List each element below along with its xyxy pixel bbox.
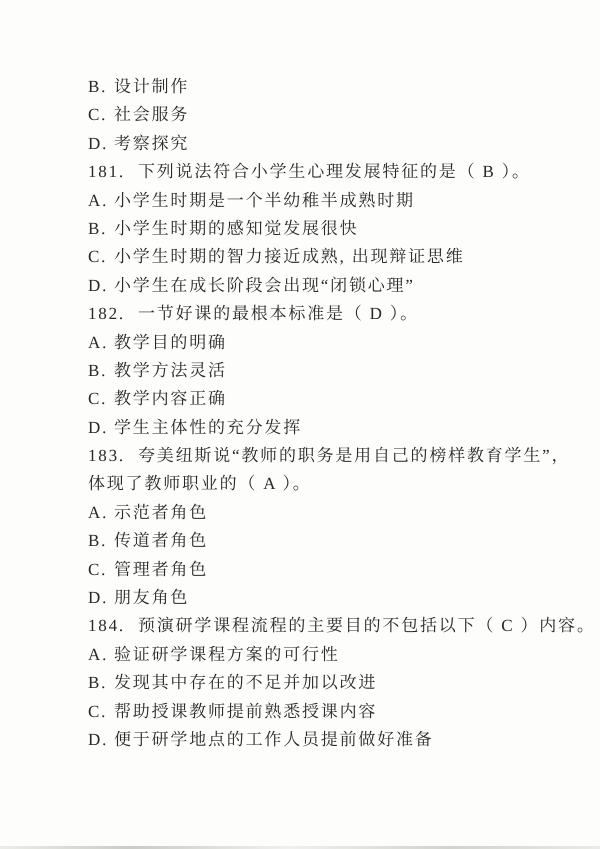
option-line xyxy=(88,499,590,527)
option-marker: C. xyxy=(88,701,108,721)
question-line-181 xyxy=(88,158,590,186)
option-text: 验证研学课程方案的可行性 xyxy=(114,644,340,664)
option-marker: B. xyxy=(88,218,108,238)
option-marker: A. xyxy=(88,502,109,522)
question-line-183-continuation xyxy=(88,470,590,498)
question-number: 183. xyxy=(88,446,125,466)
option-line xyxy=(88,329,590,357)
option-marker: D. xyxy=(88,588,109,608)
question-line-184 xyxy=(88,612,596,640)
question-text: 一节好课的最根本标准是（ D ）。 xyxy=(138,304,419,324)
question-text: 夸美纽斯说“教师的职务是用自己的榜样教育学生”， xyxy=(138,446,571,466)
option-line xyxy=(88,414,590,442)
option-line xyxy=(88,243,590,271)
option-marker: B. xyxy=(88,77,108,96)
option-text: 教学方法灵活 xyxy=(114,360,227,380)
question-continuation-text: 体现了教师职业的（ A ）。 xyxy=(88,474,312,494)
option-marker: D. xyxy=(88,275,109,295)
question-number: 181. xyxy=(88,162,125,182)
option-marker: A. xyxy=(88,332,109,352)
option-line xyxy=(88,669,590,697)
question-number: 182. xyxy=(88,304,125,324)
option-line xyxy=(88,385,590,413)
option-line xyxy=(88,215,590,243)
option-text: 小学生在成长阶段会出现“闭锁心理” xyxy=(114,275,415,295)
option-line xyxy=(88,187,590,215)
option-marker: B. xyxy=(88,673,108,693)
option-text: 学生主体性的充分发挥 xyxy=(114,417,302,437)
option-text: 便于研学地点的工作人员提前做好准备 xyxy=(114,729,434,749)
question-line-183 xyxy=(88,442,590,470)
option-line xyxy=(88,584,590,612)
option-marker: D. xyxy=(88,417,109,437)
option-line xyxy=(88,357,590,385)
option-marker: C. xyxy=(88,247,108,267)
option-text: 教学内容正确 xyxy=(114,389,227,409)
option-line xyxy=(88,641,590,669)
option-marker: A. xyxy=(88,190,109,210)
question-text: 预演研学课程流程的主要目的不包括以下（ C ）内容。 xyxy=(138,616,596,636)
option-marker: A. xyxy=(88,644,109,664)
option-line xyxy=(88,698,590,726)
option-line xyxy=(88,101,590,129)
option-text: 小学生时期的智力接近成熟, 出现辩证思维 xyxy=(114,247,465,267)
option-marker: B. xyxy=(88,531,108,551)
option-line xyxy=(88,726,590,754)
option-text: 教学目的明确 xyxy=(114,332,227,352)
option-line xyxy=(88,527,590,555)
option-text: 社会服务 xyxy=(114,105,190,125)
option-marker: B. xyxy=(88,360,108,380)
option-text: 管理者角色 xyxy=(114,559,208,579)
option-text: 小学生时期的感知觉发展很快 xyxy=(114,218,359,238)
option-text: 示范者角色 xyxy=(114,502,208,522)
option-marker: D. xyxy=(88,133,109,153)
option-line xyxy=(88,130,590,158)
option-line xyxy=(88,272,590,300)
option-text: 朋友角色 xyxy=(114,588,190,608)
question-text: 下列说法符合小学生心理发展特征的是（ B ）。 xyxy=(138,162,531,182)
option-marker: C. xyxy=(88,389,108,409)
document-content xyxy=(88,73,596,754)
question-number: 184. xyxy=(88,616,125,636)
option-text: 传道者角色 xyxy=(114,531,208,551)
option-text: 考察探究 xyxy=(114,133,190,153)
option-marker: C. xyxy=(88,105,108,125)
option-line xyxy=(88,556,590,584)
option-text: 帮助授课教师提前熟悉授课内容 xyxy=(114,701,378,721)
option-marker: D. xyxy=(88,729,109,749)
option-marker: C. xyxy=(88,559,108,579)
question-line-182 xyxy=(88,300,590,328)
option-text: 小学生时期是一个半幼稚半成熟时期 xyxy=(114,190,415,210)
option-line xyxy=(88,73,590,101)
option-text: 发现其中存在的不足并加以改进 xyxy=(114,673,378,693)
option-text: 设计制作 xyxy=(114,77,190,96)
